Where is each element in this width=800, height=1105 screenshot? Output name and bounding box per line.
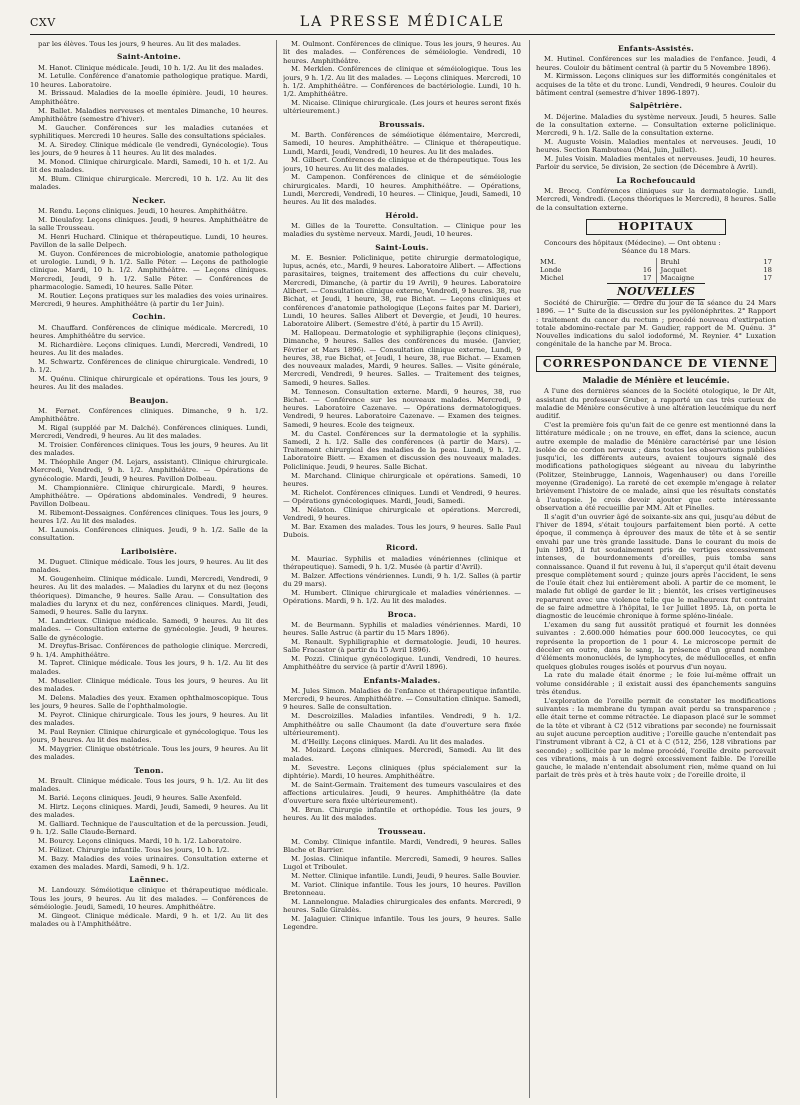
candidate-score: 17 — [763, 257, 772, 266]
course-entry: M. Barié. Leçons cliniques. Jeudi, 9 heures. Salle Axenfeld. — [38, 793, 242, 802]
candidate-name: Bruhl — [660, 257, 680, 266]
course-entry: M. Mauriac. Syphilis et maladies vénériennes (clinique et thérapeutique). Samedi, 9 h. 1/2. Musée (à partir d'Avril). — [283, 554, 521, 572]
course-entry: M. Nélaton. Clinique chirurgicale et opérations. Mercredi, Vendredi, 9 heures. — [283, 505, 521, 523]
page-header — [30, 14, 775, 35]
page-number: CXV — [30, 16, 56, 29]
section-heading: Beaujon. — [129, 395, 169, 405]
course-entry: M. Hirtz. Leçons cliniques. Mardi, Jeudi, Samedi, 9 heures. Au lit des malades. — [30, 802, 268, 820]
course-entry: M. Letulle. Conférence d'anatomie pathologique pratique. Mardi, 10 heures. Laboratoire. — [30, 72, 268, 89]
course-entry: M. Peyrot. Clinique chirurgicale. Tous les jours, 9 heures. Au lit des malades. — [30, 710, 268, 728]
course-entry: M. Gilbert. Conférences de clinique et de thérapeutique. Tous les jours, 10 heures. Au lit des malades. — [283, 156, 521, 173]
article-paragraph: La rate du malade était énorme ; le foie lui-même offrait un volume considérable ; il existait aussi des épanchements sanguins très étendus. — [536, 671, 776, 696]
candidate-name: MM. — [540, 257, 557, 266]
course-entry: M. Netter. Clinique infantile. Lundi, Jeudi, 9 heures. Salle Bouvier. — [291, 872, 521, 881]
course-entry: M. Launois. Conférences cliniques. Jeudi, 9 h. 1/2. Salle de la consultation. — [30, 526, 268, 543]
results-right — [656, 258, 777, 283]
course-entry: M. Nicaise. Clinique chirurgicale. (Les jours et heures seront fixés ultérieurement.) — [283, 99, 521, 116]
course-entry: M. Lannelongue. Maladies chirurgicales des enfants. Mercredi, 9 heures. Salle Giraldès. — [283, 898, 521, 915]
results-table — [536, 258, 776, 283]
section-heading: Trousseau. — [378, 826, 426, 836]
course-entry: M. Jules Simon. Maladies de l'enfance et thérapeutique infantile. Mercredi, 9 heures. Amphithéâtre. — Consultation clinique. Samedi, 9 heures. Salle de consultation. — [283, 686, 521, 712]
course-entry: M. Bazy. Maladies des voies urinaires. Consultation externe et examen des malades. Mardi, Samedi, 9 h. 1/2. — [30, 854, 268, 871]
course-entry: M. Championnière. Clinique chirurgicale. Mardi, 9 heures. Amphithéâtre. — Opérations abdominales. Vendredi, 9 heures. Pavillon Dolbeau. — [30, 483, 268, 509]
course-entry: M. A. Siredey. Clinique médicale (le vendredi, Gynécologie). Tous les jours, de 9 heures à 11 heures. Au lit des malades. — [30, 140, 268, 158]
course-entry: M. Jules Voisin. Maladies mentales et nerveuses. Jeudi, 10 heures. Parloir du service, 5e division, 2e section (de Décembre à Avril). — [536, 155, 776, 172]
course-entry: M. Muselier. Clinique médicale. Tous les jours, 9 heures. Au lit des malades. — [30, 676, 268, 693]
article-subtitle: Maladie de Ménière et leucémie. — [582, 375, 730, 385]
course-entry: M. Auguste Voisin. Maladies mentales et nerveuses. Jeudi, 10 heures. Section Rambuteau (Mai, Juin, Juillet). — [536, 137, 776, 155]
column-divider — [529, 40, 530, 1098]
article-paragraph: L'examen du sang fut aussitôt pratiqué et fournit les données suivantes : 2.600.000 hématies pour 600.000 leucocytes, ce qui représente la proportion de 1 pour 4. Le microscope permit de déceler en outre, dans le sang, la présence d'un grand nombre d'éléments mononucléés, de lymphocytes, de médullocelles, et enfin quelques globules rouges isolés et pourvus d'un noyau. — [536, 621, 776, 671]
section-heading: La Rochefoucauld — [616, 175, 696, 185]
course-entry: M. Ribemont-Dessaignes. Conférences cliniques. Tous les jours, 9 heures 1/2. Au lit des malades. — [30, 508, 268, 526]
candidate-score: 18 — [763, 266, 772, 275]
course-entry: M. Blum. Clinique chirurgicale. Mercredi, 10 h. 1/2. Au lit des malades. — [30, 174, 268, 192]
nouvelles-text: Société de Chirurgie. — Ordre du jour de la séance du 24 Mars 1896. — 1° Suite de la discussion sur les pyélonéphrites. 2° Rapport : traitement du cancer du rectum ; procédé nouveau d'extirpation totale abdomino-rectale par M. Gaudier, rapport de M. Quénu. 3° Nouvelles indications du salol iodoformé, M. Reynier. 4° Luxation congénitale de la hanche par M. Broca. — [536, 298, 776, 349]
section-heading: Enfants-Malades. — [363, 675, 441, 685]
section-heading: Salpêtrière. — [629, 101, 683, 111]
section-heading: Saint-Antoine. — [117, 52, 181, 62]
course-entry: M. Fernet. Conférences cliniques. Dimanche, 9 h. 1/2. Amphithéâtre. — [30, 406, 268, 424]
section-heading: Broca. — [387, 609, 417, 619]
course-entry: M. Landouzy. Séméiotique clinique et thérapeutique médicale. Tous les jours, 9 heures. Au lit des malades. — Conférences de séméiologie. Jeudi, Samedi, 10 heures. Amphithéâtre. — [30, 886, 268, 911]
course-entry: M. Landrieux. Clinique médicale. Samedi, 9 heures. Au lit des malades. — Consultation externe de gynécologie. Jeudi, 9 heures. Salle de gynécologie. — [30, 617, 268, 642]
course-entry: par les élèves. Tous les jours, 9 heures. Au lit des malades. — [38, 40, 241, 48]
course-entry: M. Maygrier. Clinique obstétricale. Tous les jours, 9 heures. Au lit des malades. — [30, 744, 268, 762]
hospital-sections — [536, 45, 776, 212]
result-row — [540, 258, 652, 266]
course-entry: M. Monod. Clinique chirurgicale. Mardi, Samedi, 10 h. et 1/2. Au lit des malades. — [30, 157, 268, 175]
course-entry: M. Déjerine. Maladies du système nerveux. Jeudi, 5 heures. Salle de la consultation externe. — Consultation externe policlinique. Mercredi, 9 h. 1/2. Salle de la consultation externe. — [536, 112, 776, 138]
course-entry: M. Rendu. Leçons cliniques. Jeudi, 10 heures. Amphithéâtre. — [38, 206, 248, 215]
course-entry: M. Gaucher. Conférences sur les maladies cutanées et syphilitiques. Mercredi 10 heures. Salle des consultations spéciales. — [30, 123, 268, 140]
section-heading: Enfants-Assistés. — [618, 44, 694, 53]
section-heading: Saint-Louis. — [375, 242, 429, 252]
course-entry: M. Jalaguier. Clinique infantile. Tous les jours, 9 heures. Salle Legendre. — [283, 915, 521, 932]
course-entry: M. Kirmisson. Leçons cliniques sur les difformités congénitales et acquises de la tête et du tronc. Lundi, Vendredi, 9 heures. Couloir du bâtiment central (semestre d'hiver 1896-1897). — [536, 72, 776, 97]
course-entry: M. Guyon. Conférences de microbiologie, anatomie pathologique et urologie. Lundi, 9 h. 1/2. Salle Péter. — Leçons de pathologie clinique. Mardi, 10 h. 1/2. Amphithéâtre. — Leçons cliniques. Mercredi, Jeudi, 9 h. 1/2. Salle Péter. — Conférences de pharmacologie. Samedi, 10 heures. Salle Péter. — [30, 249, 268, 292]
article-body — [536, 387, 776, 779]
result-row — [540, 274, 652, 282]
course-entry: M. Ballet. Maladies nerveuses et mentales Dimanche, 10 heures. Amphithéâtre (semestre d'hiver). — [30, 106, 268, 123]
course-entry: M. Barth. Conférences de séméiotique élémentaire, Mercredi, Samedi, 10 heures. Amphithéâtre. — Clinique et thérapeutique. Lundi, Mardi, Jeudi, Vendredi, 10 heures. Au lit des malades. — [283, 130, 521, 156]
course-entry: M. Brissaud. Maladies de la moelle épinière. Jeudi, 10 heures. Amphithéâtre. — [30, 89, 268, 106]
course-entry: M. Merklen. Conférences de clinique et séméiologique. Tous les jours, 9 h. 1/2. Au lit des malades. — Leçons cliniques. Mercredi, 10 h. 1/2. Amphithéâtre. — Conférences de bactériologie. Lundi, 10 h. 1/2. Amphithéâtre. — [283, 65, 521, 99]
course-entry: M. Richelot. Conférences cliniques. Lundi et Vendredi, 9 heures. — Opérations gynécologiques. Mardi, Jeudi, Samedi. — [283, 488, 521, 505]
result-row — [661, 258, 773, 266]
column-divider — [276, 40, 277, 1098]
candidate-name: Londe — [540, 266, 562, 275]
course-entry: M. Josias. Clinique infantile. Mercredi, Samedi, 9 heures. Salles Lugol et Triboulet. — [283, 855, 521, 872]
candidate-score: 17 — [763, 274, 772, 283]
course-entry: M. Oulmont. Conférences de clinique. Tous les jours, 9 heures. Au lit des malades. — Conférences de séméiologie. Vendredi, 10 heures. Amphithéâtre. — [283, 40, 521, 65]
candidate-score: 17 — [642, 274, 652, 283]
section-heading: Cochin. — [132, 312, 166, 322]
course-entry: M. d'Heilly. Leçons cliniques. Mardi. Au lit des malades. — [291, 737, 485, 746]
course-entry: M. Comby. Clinique infantile. Mardi, Vendredi, 9 heures. Salles Blache et Barrier. — [283, 837, 521, 855]
course-entry: M. Henri Huchard. Clinique et thérapeutique. Lundi, 10 heures. Pavillon de la salle Delpech. — [30, 232, 268, 250]
candidate-name: Michel — [540, 274, 564, 283]
course-entry: M. Campenon. Conférences de clinique et de séméiologie chirurgicales. Mardi, 10 heures. Amphithéâtre. — Opérations, Lundi, Mercredi, Vendredi, 10 heures. — Clinique, Jeudi, Samedi, 10 heures. Au lit des malades. — [283, 173, 521, 207]
course-entry: M. Hutinel. Conférences sur les maladies de l'enfance. Jeudi, 4 heures. Couloir du bâtiment central (à partir du 5 Novembre 1896). — [536, 55, 776, 72]
course-entry: M. Routier. Leçons pratiques sur les maladies des voies urinaires. Mercredi, 9 heures. Amphithéâtre (à partir du 1er Juin). — [30, 291, 268, 309]
correspondance-heading: CORRESPONDANCE DE VIENNE — [536, 356, 776, 372]
article-paragraph: Il s'agit d'un ouvrier âgé de soixante-six ans qui, jusqu'au début de l'hiver de 1894, s'était toujours parfaitement bien porté. A cette époque, il commença à éprouver des maux de tête et à se sentir envahi par une très grande lassitude. Dans le courant du mois de Juin 1895, il fut soudainement pris de vertiges excessivement intenses, de bourdonnements d'oreilles, puis tomba sans connaissance. Quand il fut revenu à lui, il s'aperçut qu'il était devenu presque complètement sourd ; quinze jours après l'accident, le sens de l'ouïe était chez lui entièrement aboli. A partir de ce moment, le malade fut obligé de garder le lit ; bientôt, les crises vertigineuses reparurent avec une violence telle que le malheureux fut contraint de se faire admettre à l'hôpital, le 1er Juillet 1895. Là, on porta le diagnostic de leucémie chronique à forme spléno-linéale. — [536, 512, 776, 621]
course-entry: M. Balzer. Affections vénériennes. Lundi, 9 h. 1/2. Salles (à partir du 29 mars). — [283, 571, 521, 589]
course-entry: M. Descroizilles. Maladies infantiles. Vendredi, 9 h. 1/2. Amphithéâtre ou salle Chaumont (la date d'ouverture sera fixée ultérieurement). — [283, 712, 521, 737]
course-entry: M. Variot. Clinique infantile. Tous les jours, 10 heures. Pavillon Bretonneau. — [283, 880, 521, 898]
concours-text: Concours des hôpitaux (Médecine). — Ont obtenu : — [544, 239, 721, 248]
course-entry: M. Bar. Examen des malades. Tous les jours, 9 heures. Salle Paul Dubois. — [283, 522, 521, 540]
course-entry: M. Tapret. Clinique médicale. Tous les jours, 9 h. 1/2. Au lit des malades. — [30, 659, 268, 676]
course-entry: M. Hallopeau. Dermatologie et syphiligraphie (leçons cliniques), Dimanche, 9 heures. Salles des conférences du musée. (Janvier, Février et Mars 1896). — Consultation clinique externe, Lundi, 9 heures, 38, rue Bichat, et Jeudi, 1 heure, 38, rue Bichat. — Examen des nouveaux malades, Mardi, 9 heures. Salles. — Visite générale, Mercredi, Vendredi, 9 heures. Salles. — Traitement des teignes, Samedi, 9 heures. Salles. — [283, 329, 521, 387]
course-entry: M. Duguet. Clinique médicale. Tous les jours, 9 heures. Au lit des malades. — [30, 557, 268, 575]
course-entry: M. Troisier. Conférences cliniques. Tous les jours, 9 heures. Au lit des malades. — [30, 441, 268, 458]
course-entry: M. Tenneson. Consultation externe. Mardi, 9 heures, 38, rue Bichat. — Conférence sur les nouveaux malades. Mercredi, 9 heures. Laboratoire Cazenave. — Opérations dermatologiques. Vendredi, 9 heures. Laboratoire Cazenave. — Examen des teignes. Samedi, 9 heures. Ecole des teigneux. — [283, 387, 521, 429]
candidate-score: 16 — [642, 266, 652, 275]
course-entry: M. Richardière. Leçons cliniques. Lundi, Mercredi, Vendredi, 10 heures. Au lit des malades. — [30, 340, 268, 358]
section-heading: Broussais. — [378, 119, 426, 129]
course-entry: M. Galliard. Technique de l'auscultation et de la percussion. Jeudi, 9 h. 1/2. Salle Claude-Bernard. — [30, 819, 268, 837]
course-entry: M. de Saint-Germain. Traitement des tumeurs vasculaires et des affections articulaires. Jeudi, 9 heures. Amphithéâtre (la date d'ouverture sera fixée ultérieurement). — [283, 780, 521, 806]
result-row — [540, 266, 652, 274]
course-entry: M. Delens. Maladies des yeux. Examen ophthalmoscopique. Tous les jours, 9 heures. Salle de l'ophthalmologie. — [30, 693, 268, 710]
course-entry: M. Dieulafoy. Leçons cliniques. Jeudi, 9 heures. Amphithéâtre de la salle Trousseau. — [30, 215, 268, 232]
course-entry: M. Schwartz. Conférences de clinique chirurgicale. Vendredi, 10 h. 1/2. — [30, 357, 268, 375]
column-2 — [283, 40, 521, 1100]
course-entry: M. Chauffard. Conférences de clinique médicale. Mercredi, 10 heures. Amphithéâtre du service. — [30, 323, 268, 340]
section-heading: Necker. — [132, 195, 166, 205]
article-paragraph: L'exploration de l'oreille permit de constater les modifications suivantes : la membrane du tympan avait perdu sa transparence ; elle était terne et comme rétractée. Le diapason placé sur le sommet de la tête et vibrant à C2 (512 vibrations par seconde) ne fournissait au sujet aucune perception auditive ; l'oreille gauche n'entendait pas l'instrument vibrant à C2, à C1 et à C (512, 256, 128 vibrations par seconde) ; sollicitée par le même procédé, l'oreille droite percevait ces vibrations, mais à un degré excessivement faible. De l'oreille gauche, le malade n'entendait absolument rien, même quand on lui parlait de très près et à très haute voix ; de l'oreille droite, il — [536, 696, 776, 780]
section-heading: Tenon. — [134, 765, 164, 775]
course-entry: M. de Beurmann. Syphilis et maladies vénériennes. Mardi, 10 heures. Salle Astruc (à partir du 15 Mars 1896). — [283, 620, 521, 638]
course-entry: M. Renault. Syphiligraphie et dermatologie. Jeudi, 10 heures. Salle Fracastor (à partir du 15 Avril 1896). — [283, 637, 521, 655]
section-heading: Laënnec. — [129, 875, 169, 885]
hopitaux-heading: HOPITAUX — [586, 219, 726, 235]
course-entry: M. du Castel. Conférences sur la dermatologie et la syphilis. Samedi, 2 h. 1/2. Salle des conférences (à partir de Mars). — Traitement chirurgical des maladies de la peau. Lundi, 9 h. 1/2. Laboratoire Biett. — Examen et discussion des nouveaux malades. Policlinique. Jeudi, 9 heures. Salle Bichat. — [283, 429, 521, 471]
column-3 — [536, 40, 776, 1100]
course-entry: M. E. Besnier. Policlinique, petite chirurgie dermatologique, lupus, acnés, etc., Mardi, 9 heures. Laboratoire Alibert. — Affections parasitaires, teignes, traitement des affections du cuir chevelu, Mercredi, Dimanche, (à partir du 19 Avril), 9 heures. Laboratoire Alibert. — Consultation clinique externe, Vendredi, 9 heures. 38, rue Bichat, et Jeudi, 1 heure, 38, rue Bichat. — Leçons cliniques et conférences d'anatomie pathologique (Leçons faites par M. Darier), Lundi, 10 heures. Salles Alibert et Devergie, et Jeudi, 10 heures. Laboratoire Alibert. (Semestre d'été, à partir du 15 Avril). — [283, 253, 521, 329]
section-heading: Ricord. — [385, 543, 419, 553]
course-entry: M. Moizard. Leçons cliniques. Mercredi, Samedi. Au lit des malades. — [283, 746, 521, 763]
course-entry: M. Marchand. Clinique chirurgicale et opérations. Samedi, 10 heures. — [283, 471, 521, 488]
candidate-name: Jacquet — [660, 266, 687, 275]
result-row — [661, 266, 773, 274]
course-entry: M. Brault. Clinique médicale. Tous les jours, 9 h. 1/2. Au lit des malades. — [30, 776, 268, 794]
course-entry: M. Dreyfus-Brisac. Conférences de pathologie clinique. Mercredi, 9 h. 1/4. Amphithéâtre. — [30, 642, 268, 659]
section-heading: Hérold. — [385, 210, 419, 220]
course-entry: M. Paul Reynier. Clinique chirurgicale et gynécologique. Tous les jours, 9 heures. Au lit des malades. — [30, 727, 268, 745]
article-paragraph: C'est la première fois qu'un fait de ce genre est mentionné dans la littérature médicale ; on ne trouve, en effet, dans la science, aucun autre exemple de maladie de Ménière caractérisé par une lésion isolée de ce cordon nerveux ; dans toutes les observations publiées jusqu'ici, les différents auteurs, avaient toujours signalé des modifications pathologiques siégeant au niveau du labyrinthe (Politzer, Steinbrugge, Lannois, Wagenhauser) ou dans l'oreille moyenne (Gradenigo). La rareté de cet exemple m'engage à relater brièvement l'histoire de ce malade, ainsi que les résultats constatés à l'autopsie. Je crois devoir ajouter que cette intéressante observation a été recueillie par MM. Alt et Pinelles. — [536, 420, 776, 512]
article-paragraph: A l'une des dernières séances de la Société otologique, le Dr Alt, assistant du professeur Gruber, a rapporté un cas très curieux de maladie de Ménière consécutive à une altération leucémique du nerf auditif. — [536, 387, 776, 421]
course-entry: M. Gingeot. Clinique médicale. Mardi, 9 h. et 1/2. Au lit des malades ou à l'Amphithéâtre. — [30, 911, 268, 929]
course-entry: M. Bourcy. Leçons cliniques. Mardi, 10 h. 1/2. Laboratoire. — [38, 836, 242, 845]
course-entry: M. Humbert. Clinique chirurgicale et maladies vénériennes. — Opérations. Mardi, 9 h. 1/2. Au lit des malades. — [283, 588, 521, 606]
results-left — [536, 258, 656, 283]
course-entry: M. Brocq. Conférences cliniques sur la dermatologie. Lundi, Mercredi, Vendredi. (Leçons théoriques le Mercredi), 8 heures. Salle de la consultation externe. — [536, 186, 776, 212]
column-1 — [30, 40, 268, 1100]
seance-date: Séance du 18 Mars. — [621, 247, 691, 256]
course-entry: M. Pozzi. Clinique gynécologique. Lundi, Vendredi, 10 heures. Amphithéâtre du service (à partir d'Avril 1896). — [283, 654, 521, 672]
candidate-name: Macaigne — [660, 274, 695, 283]
journal-title: LA PRESSE MÉDICALE — [299, 14, 506, 30]
course-entry: M. Gougenheim. Clinique médicale. Lundi, Mercredi, Vendredi, 9 heures. Au lit des malades. — Maladies du larynx et du nez (leçons théoriques). Dimanche, 9 heures. Salle Arau. — Consultation des maladies du larynx et du nez, conférences cliniques. Mardi, Jeudi, Samedi, 9 heures. Salle du larynx. — [30, 575, 268, 617]
course-entry: M. Rigal (suppléé par M. Dalché). Conférences cliniques. Lundi, Mercredi, Vendredi, 9 heures. Au lit des malades. — [30, 423, 268, 441]
course-entry: M. Félizet. Chirurgie infantile. Tous les jours, 10 h. 1/2. — [38, 845, 230, 854]
nouvelles-heading: NOUVELLES — [536, 288, 776, 296]
section-heading: Lariboisière. — [120, 546, 178, 556]
course-entry: M. Sevestre. Leçons cliniques (plus spécialement sur la diphtérie). Mardi, 10 heures. Amphithéâtre. — [283, 763, 521, 780]
course-entry: M. Théophile Anger (M. Lejars, assistant). Clinique chirurgicale. Mercredi, Vendredi, 9 h. 1/2. Amphithéâtre. — Opérations de gynécologie. Mardi, Jeudi, 9 heures. Pavillon Dolbeau. — [30, 458, 268, 483]
course-entry: M. Hanot. Clinique médicale. Jeudi, 10 h. 1/2. Au lit des malades. — [38, 63, 264, 72]
course-entry: M. Brun. Chirurgie infantile et orthopédie. Tous les jours, 9 heures. Au lit des malades. — [283, 806, 521, 823]
result-row — [661, 274, 773, 282]
course-entry: M. Gilles de la Tourette. Consultation. — Clinique pour les maladies du système nerveux. Mardi, Jeudi, 10 heures. — [283, 221, 521, 239]
course-entry: M. Quénu. Clinique chirurgicale et opérations. Tous les jours, 9 heures. Au lit des malades. — [30, 374, 268, 392]
